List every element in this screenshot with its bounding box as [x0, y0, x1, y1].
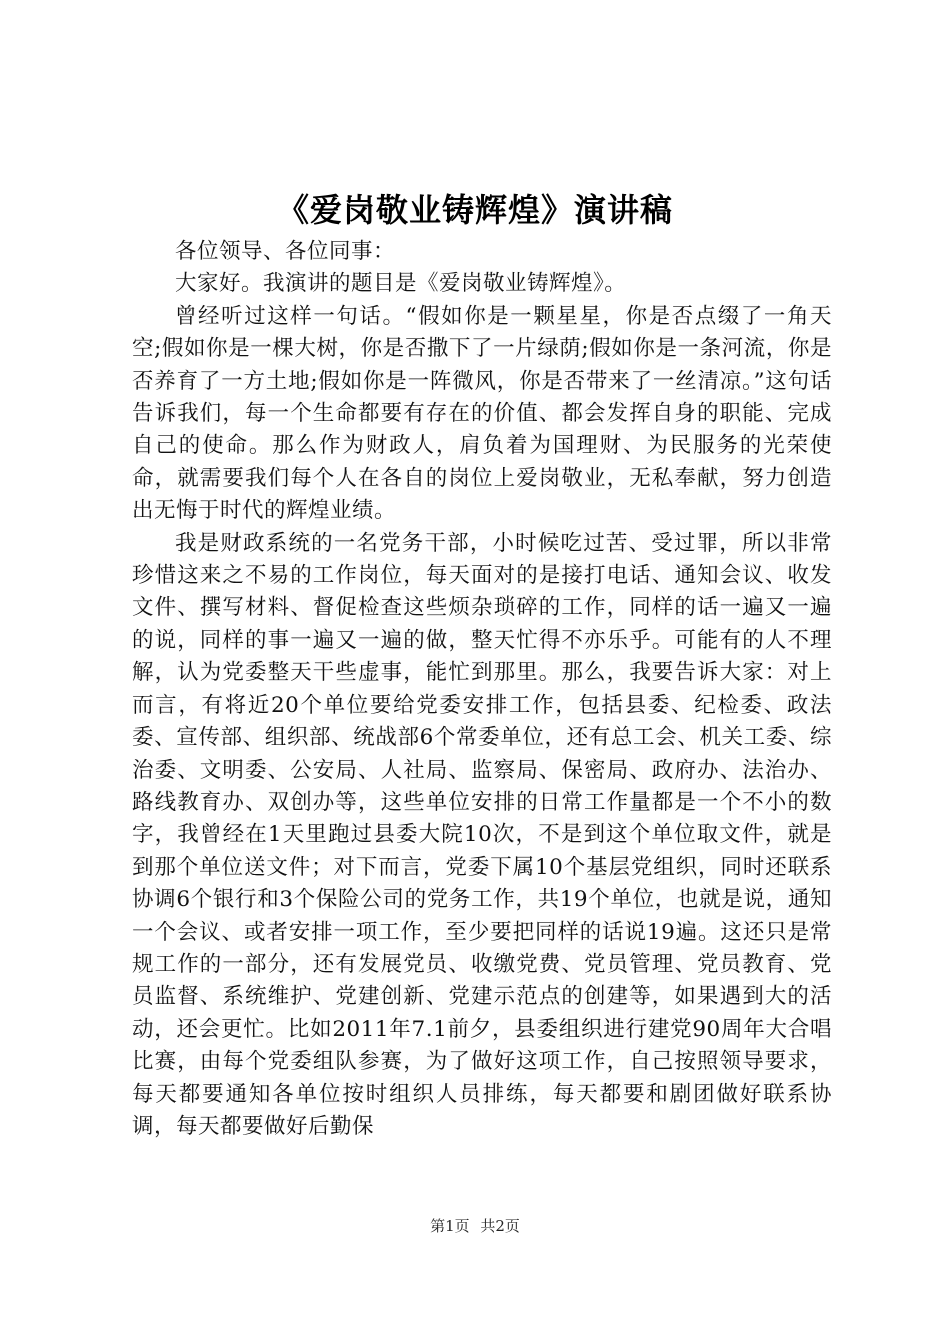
- document-title: 《爱岗敬业铸辉煌》演讲稿: [276, 191, 673, 229]
- paragraph-intro: 大家好。我演讲的题目是《爱岗敬业铸辉煌》。: [175, 271, 627, 297]
- paragraph-greeting: 各位领导、各位同事：: [175, 239, 396, 264]
- document-body: [132, 236, 832, 1143]
- paragraph-quote: 曾经听过这样一句话。“假如你是一颗星星，你是否点缀了一角天空;假如你是一棵大树，你是否撒下了一片绿荫;假如你是一条河流，你是否养育了一方土地;假如你是一阵微风，你是否带来了一丝清凉。”这句话告诉我们，每一个生命都要有存在的价值、都会发挥自身的职能、完成自己的使命。那么作为财政人，肩负着为国理财、为民服务的光荣使命，就需要我们每个人在各自的岗位上爱岗敬业，无私奉献，努力创造出无悔于时代的辉煌业绩。: [132, 303, 832, 524]
- page-number: 第1页: [430, 1217, 470, 1235]
- page-footer: [0, 1214, 950, 1238]
- paragraph-work-description: 我是财政系统的一名党务干部，小时候吃过苦、受过罪，所以非常珍惜这来之不易的工作岗位，每天面对的是接打电话、通知会议、收发文件、撰写材料、督促检查这些烦杂琐碎的工作，同样的话一遍又一遍的说，同样的事一遍又一遍的做，整天忙得不亦乐乎。可能有的人不理解，认为党委整天干些虚事，能忙到那里。那么，我要告诉大家：对上而言，有将近20个单位要给党委安排工作，包括县委、纪检委、政法委、宣传部、组织部、统战部6个常委单位，还有总工会、机关工委、综治委、文明委、公安局、人社局、监察局、保密局、政府办、法治办、路线教育办、双创办等，这些单位安排的日常工作量都是一个不小的数字，我曾经在1天里跑过县委大院10次，不是到这个单位取文件，就是到那个单位送文件；对下而言，党委下属10个基层党组织，同时还联系协调6个银行和3个保险公司的党务工作，共19个单位，也就是说，通知一个会议、或者安排一项工作，至少要把同样的话说19遍。这还只是常规工作的一部分，还有发展党员、收缴党费、党员管理、党员教育、党员监督、系统维护、党建创新、党建示范点的创建等，如果遇到大的活动，还会更忙。比如2011年7.1前夕，县委组织进行建党90周年大合唱比赛，由每个党委组队参赛，为了做好这项工作，自己按照领导要求，每天都要通知各单位按时组织人员排练，每天都要和剧团做好联系协调，每天都要做好后勤保: [132, 530, 832, 1139]
- page-total: 共2页: [480, 1217, 520, 1235]
